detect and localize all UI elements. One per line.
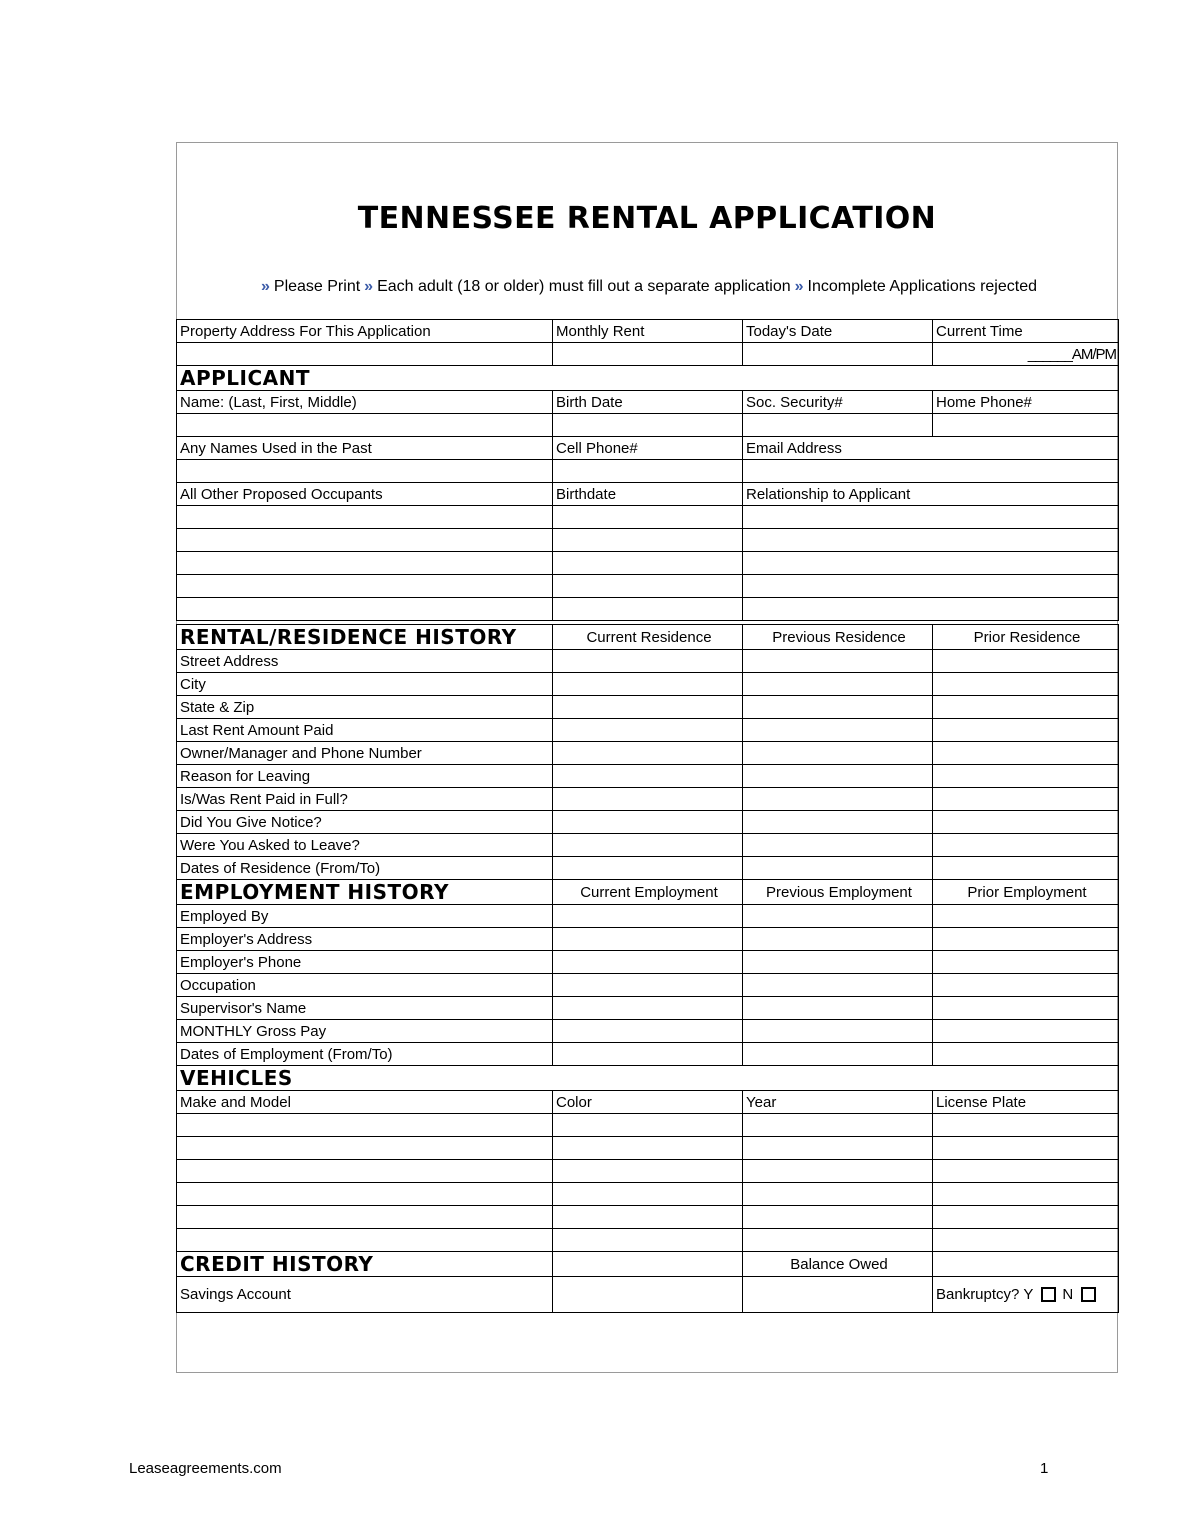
balance-owed-label: Balance Owed	[743, 1252, 933, 1277]
rental-previous-asked-to-leave[interactable]	[743, 834, 933, 857]
vehicle-license-plate-field[interactable]	[933, 1229, 1119, 1252]
vehicle-color-field[interactable]	[553, 1137, 743, 1160]
employment-current-employed-by[interactable]	[553, 905, 743, 928]
row-label-occupation: Occupation	[177, 974, 553, 997]
cell-phone-label: Cell Phone#	[553, 437, 743, 460]
savings-account-label: Savings Account	[177, 1277, 553, 1313]
instruction-separate-application: Each adult (18 or older) must fill out a separate application	[377, 278, 791, 295]
monthly-rent-field[interactable]	[553, 343, 743, 366]
table-row	[177, 719, 1119, 742]
employment-col-prior: Prior Employment	[933, 880, 1119, 905]
bankruptcy-cell	[933, 1277, 1119, 1313]
rental-history-col-current: Current Residence	[553, 625, 743, 650]
employment-previous-dates[interactable]	[743, 1043, 933, 1066]
applicant-section-header-row	[177, 366, 1119, 391]
occupant-birthdate-label: Birthdate	[553, 483, 743, 506]
rental-prior-street-address[interactable]	[933, 650, 1119, 673]
current-time-field[interactable]	[933, 343, 1119, 366]
table-row	[177, 575, 1119, 598]
applicant-home-phone-label: Home Phone#	[933, 391, 1119, 414]
row-label-reason-for-leaving: Reason for Leaving	[177, 765, 553, 788]
savings-account-field[interactable]	[553, 1277, 743, 1313]
employment-current-occupation[interactable]	[553, 974, 743, 997]
occupant-birthdate-field[interactable]	[553, 552, 743, 575]
rental-previous-city[interactable]	[743, 673, 933, 696]
employment-prior-address[interactable]	[933, 928, 1119, 951]
employment-col-current: Current Employment	[553, 880, 743, 905]
table-row	[177, 788, 1119, 811]
employment-current-dates[interactable]	[553, 1043, 743, 1066]
rental-prior-dates[interactable]	[933, 857, 1119, 880]
row-label-dates-of-residence: Dates of Residence (From/To)	[177, 857, 553, 880]
table-row	[177, 1020, 1119, 1043]
vehicle-color-field[interactable]	[553, 1183, 743, 1206]
vehicle-make-model-field[interactable]	[177, 1206, 553, 1229]
employment-current-address[interactable]	[553, 928, 743, 951]
employment-prior-supervisor[interactable]	[933, 997, 1119, 1020]
occupant-relationship-field[interactable]	[743, 506, 1119, 529]
instruction-incomplete-rejected: Incomplete Applications rejected	[807, 278, 1037, 295]
todays-date-field[interactable]	[743, 343, 933, 366]
table-row	[177, 951, 1119, 974]
table-row	[177, 811, 1119, 834]
ampm-label: ______AM/PM	[1027, 345, 1116, 363]
vehicle-license-plate-field[interactable]	[933, 1206, 1119, 1229]
employment-previous-occupation[interactable]	[743, 974, 933, 997]
rental-previous-state-zip[interactable]	[743, 696, 933, 719]
rental-current-owner-manager[interactable]	[553, 742, 743, 765]
rental-history-section-title: RENTAL/RESIDENCE HISTORY	[177, 625, 553, 650]
row-label-city: City	[177, 673, 553, 696]
employment-previous-address[interactable]	[743, 928, 933, 951]
occupant-birthdate-field[interactable]	[553, 506, 743, 529]
applicant-ssn-field[interactable]	[743, 414, 933, 437]
row-label-employed-by: Employed By	[177, 905, 553, 928]
employment-prior-occupation[interactable]	[933, 974, 1119, 997]
rental-prior-last-rent[interactable]	[933, 719, 1119, 742]
rental-previous-owner-manager[interactable]	[743, 742, 933, 765]
rental-previous-dates[interactable]	[743, 857, 933, 880]
double-chevron-right-icon: »	[260, 278, 270, 295]
instruction-please-print: Please Print	[273, 278, 361, 295]
bankruptcy-yes-checkbox[interactable]	[1041, 1287, 1056, 1302]
property-address-label: Property Address For This Application	[177, 320, 553, 343]
table-row	[177, 552, 1119, 575]
occupant-name-field[interactable]	[177, 506, 553, 529]
table-row	[177, 1160, 1119, 1183]
employment-prior-dates[interactable]	[933, 1043, 1119, 1066]
table-row	[177, 997, 1119, 1020]
applicant-pastnames-input-row	[177, 460, 1119, 483]
employment-previous-supervisor[interactable]	[743, 997, 933, 1020]
table-row	[177, 673, 1119, 696]
property-address-field[interactable]	[177, 343, 553, 366]
bankruptcy-label: Bankruptcy?	[936, 1286, 1020, 1303]
table-row	[177, 765, 1119, 788]
vehicle-color-field[interactable]	[553, 1206, 743, 1229]
vehicle-license-plate-field[interactable]	[933, 1114, 1119, 1137]
rental-current-city[interactable]	[553, 673, 743, 696]
cell-phone-field[interactable]	[553, 460, 743, 483]
occupant-name-field[interactable]	[177, 529, 553, 552]
row-label-street-address: Street Address	[177, 650, 553, 673]
rental-current-give-notice[interactable]	[553, 811, 743, 834]
page-footer	[0, 1460, 1187, 1490]
employment-prior-phone[interactable]	[933, 951, 1119, 974]
vehicle-license-plate-field[interactable]	[933, 1183, 1119, 1206]
employment-previous-phone[interactable]	[743, 951, 933, 974]
row-label-give-notice: Did You Give Notice?	[177, 811, 553, 834]
instructions-line	[177, 278, 1117, 296]
table-row	[177, 696, 1119, 719]
occupant-relationship-field[interactable]	[743, 552, 1119, 575]
bankruptcy-no-label: N	[1062, 1286, 1074, 1303]
vehicle-color-field[interactable]	[553, 1160, 743, 1183]
row-label-dates-of-employment: Dates of Employment (From/To)	[177, 1043, 553, 1066]
table-row	[177, 1137, 1119, 1160]
row-label-employers-address: Employer's Address	[177, 928, 553, 951]
table-row	[177, 928, 1119, 951]
vehicle-make-model-field[interactable]	[177, 1229, 553, 1252]
table-row	[177, 1043, 1119, 1066]
rental-history-col-previous: Previous Residence	[743, 625, 933, 650]
rental-previous-rent-paid-full[interactable]	[743, 788, 933, 811]
employment-current-gross-pay[interactable]	[553, 1020, 743, 1043]
savings-balance-field[interactable]	[743, 1277, 933, 1313]
table-row	[177, 1183, 1119, 1206]
credit-history-header-row	[177, 1252, 1119, 1277]
table-row	[177, 529, 1119, 552]
table-row	[177, 506, 1119, 529]
past-names-field[interactable]	[177, 460, 553, 483]
occupant-relationship-field[interactable]	[743, 529, 1119, 552]
table-row	[177, 1229, 1119, 1252]
table-row	[177, 1206, 1119, 1229]
vehicle-year-field[interactable]	[743, 1183, 933, 1206]
bankruptcy-no-checkbox[interactable]	[1081, 1287, 1096, 1302]
employment-history-header-row	[177, 880, 1119, 905]
rental-previous-last-rent[interactable]	[743, 719, 933, 742]
applicant-name-input-row	[177, 414, 1119, 437]
occupant-name-field[interactable]	[177, 552, 553, 575]
rental-current-reason-leaving[interactable]	[553, 765, 743, 788]
occupant-name-field[interactable]	[177, 575, 553, 598]
rental-prior-reason-leaving[interactable]	[933, 765, 1119, 788]
footer-site-name: Leaseagreements.com	[129, 1460, 282, 1477]
employment-current-phone[interactable]	[553, 951, 743, 974]
table-row	[177, 1277, 1119, 1313]
current-time-label: Current Time	[933, 320, 1119, 343]
double-chevron-right-icon-2: »	[364, 278, 374, 295]
vehicle-license-plate-label: License Plate	[933, 1091, 1119, 1114]
applicant-pastnames-header-row	[177, 437, 1119, 460]
footer-page-number: 1	[1040, 1460, 1049, 1477]
employment-previous-employed-by[interactable]	[743, 905, 933, 928]
credit-history-blank-col	[553, 1252, 743, 1277]
vehicle-make-model-field[interactable]	[177, 1137, 553, 1160]
applicant-name-label: Name: (Last, First, Middle)	[177, 391, 553, 414]
vehicles-section-title: VEHICLES	[177, 1066, 1119, 1091]
rental-current-asked-to-leave[interactable]	[553, 834, 743, 857]
table-row	[177, 834, 1119, 857]
credit-history-section-title: CREDIT HISTORY	[177, 1252, 553, 1277]
rental-history-header-row	[177, 625, 1119, 650]
vehicle-make-model-field[interactable]	[177, 1114, 553, 1137]
vehicles-section-header-row	[177, 1066, 1119, 1091]
applicant-name-field[interactable]	[177, 414, 553, 437]
vehicle-license-plate-field[interactable]	[933, 1160, 1119, 1183]
occupant-birthdate-field[interactable]	[553, 598, 743, 621]
table-row	[177, 974, 1119, 997]
monthly-rent-label: Monthly Rent	[553, 320, 743, 343]
row-label-monthly-gross-pay: MONTHLY Gross Pay	[177, 1020, 553, 1043]
employment-current-supervisor[interactable]	[553, 997, 743, 1020]
vehicle-license-plate-field[interactable]	[933, 1137, 1119, 1160]
rental-prior-give-notice[interactable]	[933, 811, 1119, 834]
property-header-row	[177, 320, 1119, 343]
vehicle-year-field[interactable]	[743, 1229, 933, 1252]
rental-prior-asked-to-leave[interactable]	[933, 834, 1119, 857]
applicant-birth-date-label: Birth Date	[553, 391, 743, 414]
row-label-employers-phone: Employer's Phone	[177, 951, 553, 974]
rental-prior-owner-manager[interactable]	[933, 742, 1119, 765]
rental-prior-state-zip[interactable]	[933, 696, 1119, 719]
rental-current-rent-paid-full[interactable]	[553, 788, 743, 811]
vehicle-make-model-field[interactable]	[177, 1160, 553, 1183]
employment-prior-employed-by[interactable]	[933, 905, 1119, 928]
table-row	[177, 598, 1119, 621]
occupant-birthdate-field[interactable]	[553, 575, 743, 598]
rental-previous-street-address[interactable]	[743, 650, 933, 673]
vehicle-year-field[interactable]	[743, 1160, 933, 1183]
vehicle-make-model-field[interactable]	[177, 1183, 553, 1206]
rental-current-street-address[interactable]	[553, 650, 743, 673]
rental-previous-give-notice[interactable]	[743, 811, 933, 834]
email-address-label: Email Address	[743, 437, 1119, 460]
rental-history-col-prior: Prior Residence	[933, 625, 1119, 650]
vehicle-year-field[interactable]	[743, 1114, 933, 1137]
occupants-label: All Other Proposed Occupants	[177, 483, 553, 506]
vehicles-header-row	[177, 1091, 1119, 1114]
rental-current-dates[interactable]	[553, 857, 743, 880]
todays-date-label: Today's Date	[743, 320, 933, 343]
occupant-name-field[interactable]	[177, 598, 553, 621]
table-row	[177, 905, 1119, 928]
row-label-owner-manager: Owner/Manager and Phone Number	[177, 742, 553, 765]
page-title: TENNESSEE RENTAL APPLICATION	[357, 201, 937, 236]
table-row	[177, 742, 1119, 765]
occupant-relationship-field[interactable]	[743, 575, 1119, 598]
vehicle-year-field[interactable]	[743, 1137, 933, 1160]
vehicle-color-field[interactable]	[553, 1114, 743, 1137]
occupant-relationship-label: Relationship to Applicant	[743, 483, 1119, 506]
form-header	[177, 143, 1117, 319]
applicant-birth-date-field[interactable]	[553, 414, 743, 437]
vehicle-color-field[interactable]	[553, 1229, 743, 1252]
employment-col-previous: Previous Employment	[743, 880, 933, 905]
occupant-relationship-field[interactable]	[743, 598, 1119, 621]
past-names-label: Any Names Used in the Past	[177, 437, 553, 460]
property-input-row	[177, 343, 1119, 366]
row-label-rent-paid-in-full: Is/Was Rent Paid in Full?	[177, 788, 553, 811]
vehicle-make-model-label: Make and Model	[177, 1091, 553, 1114]
bankruptcy-group	[936, 1286, 1118, 1303]
applicant-home-phone-field[interactable]	[933, 414, 1119, 437]
rental-prior-rent-paid-full[interactable]	[933, 788, 1119, 811]
occupants-header-row	[177, 483, 1119, 506]
employment-prior-gross-pay[interactable]	[933, 1020, 1119, 1043]
vehicle-year-label: Year	[743, 1091, 933, 1114]
rental-current-state-zip[interactable]	[553, 696, 743, 719]
table-row	[177, 857, 1119, 880]
email-address-field[interactable]	[743, 460, 1119, 483]
rental-previous-reason-leaving[interactable]	[743, 765, 933, 788]
applicant-section-title: APPLICANT	[177, 366, 1119, 391]
employment-history-section-title: EMPLOYMENT HISTORY	[177, 880, 553, 905]
bankruptcy-yes-label: Y	[1023, 1286, 1034, 1303]
row-label-last-rent-amount: Last Rent Amount Paid	[177, 719, 553, 742]
table-row	[177, 1114, 1119, 1137]
row-label-asked-to-leave: Were You Asked to Leave?	[177, 834, 553, 857]
applicant-ssn-label: Soc. Security#	[743, 391, 933, 414]
applicant-name-header-row	[177, 391, 1119, 414]
double-chevron-right-icon-3: »	[794, 278, 804, 295]
vehicle-year-field[interactable]	[743, 1206, 933, 1229]
row-label-supervisors-name: Supervisor's Name	[177, 997, 553, 1020]
table-row	[177, 650, 1119, 673]
rental-current-last-rent[interactable]	[553, 719, 743, 742]
credit-history-blank-col-2	[933, 1252, 1119, 1277]
rental-prior-city[interactable]	[933, 673, 1119, 696]
row-label-state-zip: State & Zip	[177, 696, 553, 719]
application-form-table	[176, 319, 1119, 1313]
occupant-birthdate-field[interactable]	[553, 529, 743, 552]
vehicle-color-label: Color	[553, 1091, 743, 1114]
employment-previous-gross-pay[interactable]	[743, 1020, 933, 1043]
